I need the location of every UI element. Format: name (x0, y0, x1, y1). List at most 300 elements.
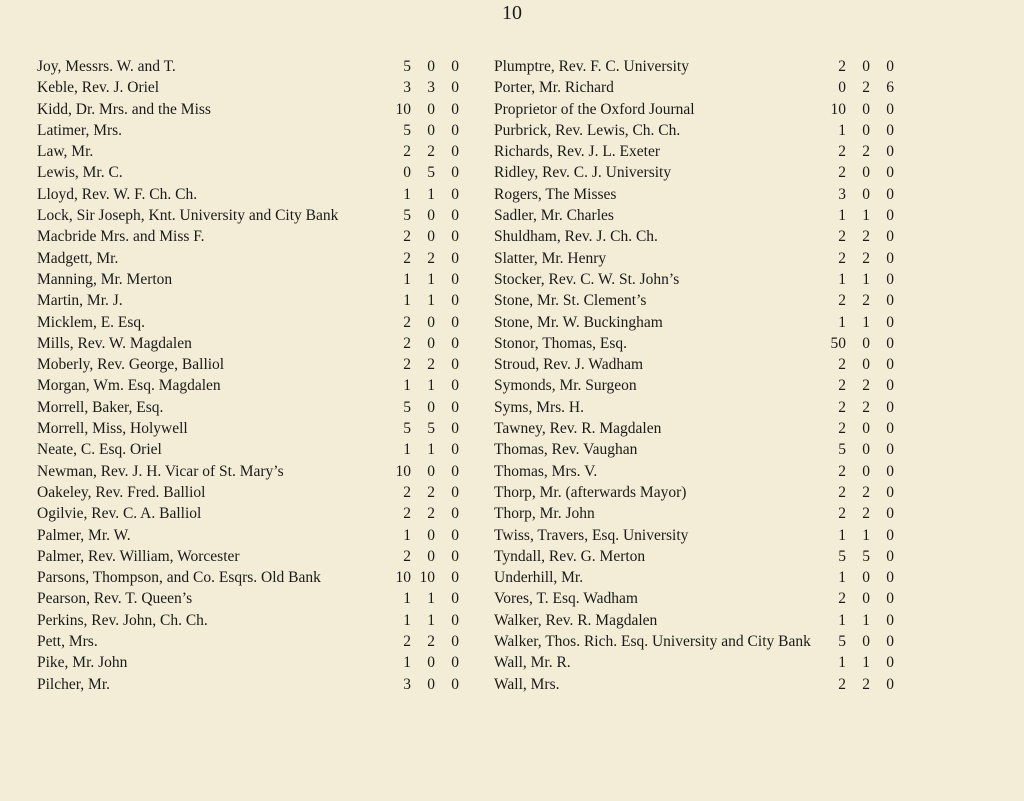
amount-pounds: 1 (403, 377, 411, 395)
subscriber-row (494, 439, 1018, 460)
subscriber-row (37, 546, 459, 567)
subscriber-name: Stocker, Rev. C. W. St. John’s (494, 270, 680, 288)
subscriber-name: Pearson, Rev. T. Queen’s (37, 590, 193, 608)
subscriber-row (494, 461, 1018, 482)
amount-pence: 0 (451, 356, 459, 374)
amount-pence: 0 (451, 633, 459, 651)
amount-pounds: 1 (403, 185, 411, 203)
amount-pence: 0 (451, 590, 459, 608)
amount-pence: 0 (886, 356, 894, 374)
subscriber-name: Law, Mr. (37, 143, 94, 161)
amount-pence: 0 (451, 398, 459, 416)
amount-pence: 0 (886, 121, 894, 139)
amount-pence: 0 (451, 526, 459, 544)
amount-shillings: 2 (427, 143, 435, 161)
subscriber-row (494, 205, 1018, 226)
subscriber-row (37, 77, 459, 98)
subscriber-name: Stroud, Rev. J. Wadham (494, 356, 644, 374)
amount-shillings: 2 (862, 505, 870, 523)
subscriber-row (37, 482, 459, 503)
amount-shillings: 0 (862, 590, 870, 608)
subscriber-row (494, 375, 1018, 396)
subscriber-name: Twiss, Travers, Esq. University (494, 526, 689, 544)
subscriber-name: Thomas, Mrs. V. (494, 462, 598, 480)
amount-pence: 0 (886, 569, 894, 587)
subscriber-name: Slatter, Mr. Henry (494, 249, 607, 267)
subscriber-row (37, 397, 459, 418)
amount-pounds: 3 (403, 675, 411, 693)
amount-shillings: 0 (427, 121, 435, 139)
amount-shillings: 1 (862, 270, 870, 288)
subscriber-row (494, 77, 1018, 98)
amount-pence: 0 (886, 654, 894, 672)
subscriber-row (494, 248, 1018, 269)
amount-shillings: 5 (427, 420, 435, 438)
amount-pence: 0 (451, 121, 459, 139)
amount-shillings: 2 (427, 356, 435, 374)
subscriber-row (494, 610, 1018, 631)
amount-pounds: 1 (403, 526, 411, 544)
amount-pounds: 0 (403, 164, 411, 182)
amount-pounds: 2 (838, 377, 846, 395)
amount-pounds: 1 (403, 654, 411, 672)
amount-pounds: 2 (403, 483, 411, 501)
subscriber-name: Thomas, Rev. Vaughan (494, 441, 638, 459)
amount-pounds: 2 (403, 228, 411, 246)
amount-pence: 0 (886, 526, 894, 544)
amount-shillings: 2 (862, 675, 870, 693)
amount-shillings: 0 (427, 547, 435, 565)
subscriber-row (37, 418, 459, 439)
amount-pounds: 0 (838, 79, 846, 97)
subscriber-name: Mills, Rev. W. Magdalen (37, 334, 192, 352)
amount-pence: 0 (886, 58, 894, 75)
amount-pence: 0 (886, 143, 894, 161)
subscriber-name: Proprietor of the Oxford Journal (494, 100, 695, 118)
amount-pounds: 1 (838, 569, 846, 587)
subscriber-row (37, 674, 459, 695)
amount-pence: 0 (451, 270, 459, 288)
subscriber-name: Ridley, Rev. C. J. University (494, 164, 672, 182)
amount-pounds: 1 (403, 590, 411, 608)
amount-pounds: 2 (838, 356, 846, 374)
amount-pounds: 1 (838, 121, 846, 139)
subscriber-row (37, 184, 459, 205)
subscriber-name: Syms, Mrs. H. (494, 398, 585, 416)
amount-pence: 0 (451, 654, 459, 672)
amount-shillings: 0 (862, 164, 870, 182)
amount-shillings: 0 (427, 654, 435, 672)
subscriber-row (494, 99, 1018, 120)
amount-shillings: 0 (862, 100, 870, 118)
amount-pence: 0 (886, 505, 894, 523)
amount-pence: 0 (886, 164, 894, 182)
subscriber-name: Walker, Thos. Rich. Esq. University and City Bank (494, 633, 811, 651)
subscriber-name: Richards, Rev. J. L. Exeter (494, 143, 661, 161)
subscriber-row (494, 503, 1018, 524)
amount-pence: 0 (886, 462, 894, 480)
amount-pence: 0 (451, 313, 459, 331)
subscriber-row (494, 354, 1018, 375)
amount-pence: 0 (886, 334, 894, 352)
amount-pence: 0 (451, 377, 459, 395)
amount-pence: 0 (886, 398, 894, 416)
subscriber-row (37, 354, 459, 375)
amount-pounds: 1 (838, 654, 846, 672)
amount-pence: 0 (451, 58, 459, 75)
amount-shillings: 0 (427, 58, 435, 75)
subscriber-row (494, 567, 1018, 588)
amount-shillings: 10 (419, 569, 435, 587)
amount-pence: 0 (451, 185, 459, 203)
subscriber-name: Ogilvie, Rev. C. A. Balliol (37, 505, 202, 523)
subscriber-name: Symonds, Mr. Surgeon (494, 377, 637, 395)
amount-pounds: 2 (838, 505, 846, 523)
amount-pounds: 2 (838, 249, 846, 267)
amount-pence: 0 (886, 249, 894, 267)
subscriber-row (37, 141, 459, 162)
amount-pence: 0 (451, 334, 459, 352)
amount-shillings: 1 (862, 654, 870, 672)
subscriber-name: Morgan, Wm. Esq. Magdalen (37, 377, 221, 395)
subscriber-row (494, 226, 1018, 247)
amount-pounds: 2 (838, 398, 846, 416)
amount-shillings: 0 (427, 675, 435, 693)
subscriber-row (494, 397, 1018, 418)
subscriber-name: Pilcher, Mr. (37, 675, 110, 693)
subscriber-row (37, 333, 459, 354)
amount-pence: 0 (451, 569, 459, 587)
amount-shillings: 0 (862, 356, 870, 374)
amount-pounds: 5 (838, 547, 846, 565)
subscriber-name: Stone, Mr. St. Clement’s (494, 292, 647, 310)
amount-pounds: 5 (403, 58, 411, 75)
subscriber-list-right (494, 56, 1018, 695)
amount-shillings: 2 (862, 398, 870, 416)
amount-pounds: 2 (403, 505, 411, 523)
amount-pounds: 2 (403, 547, 411, 565)
subscriber-name: Parsons, Thompson, and Co. Esqrs. Old Bank (37, 569, 321, 587)
amount-shillings: 1 (427, 292, 435, 310)
amount-shillings: 0 (427, 334, 435, 352)
amount-pounds: 3 (838, 185, 846, 203)
amount-pounds: 2 (838, 58, 846, 75)
subscriber-name: Oakeley, Rev. Fred. Balliol (37, 483, 206, 501)
amount-pounds: 2 (838, 675, 846, 693)
subscriber-row (494, 120, 1018, 141)
subscriber-row (37, 375, 459, 396)
subscriber-name: Newman, Rev. J. H. Vicar of St. Mary’s (37, 462, 284, 480)
amount-pounds: 10 (830, 100, 846, 118)
amount-pence: 0 (886, 100, 894, 118)
amount-pence: 0 (451, 228, 459, 246)
amount-pounds: 2 (838, 143, 846, 161)
amount-pounds: 2 (403, 334, 411, 352)
amount-shillings: 1 (427, 590, 435, 608)
amount-pence: 0 (451, 292, 459, 310)
subscriber-name: Tawney, Rev. R. Magdalen (494, 420, 662, 438)
amount-pounds: 5 (838, 441, 846, 459)
amount-shillings: 0 (427, 100, 435, 118)
amount-shillings: 2 (862, 79, 870, 97)
amount-shillings: 2 (427, 505, 435, 523)
amount-pounds: 2 (838, 483, 846, 501)
amount-pounds: 1 (838, 611, 846, 629)
subscriber-name: Perkins, Rev. John, Ch. Ch. (37, 611, 208, 629)
amount-pence: 0 (886, 377, 894, 395)
amount-shillings: 0 (862, 569, 870, 587)
amount-pence: 0 (886, 292, 894, 310)
amount-shillings: 0 (427, 398, 435, 416)
amount-pence: 0 (886, 270, 894, 288)
amount-pounds: 5 (403, 121, 411, 139)
amount-shillings: 2 (427, 483, 435, 501)
subscriber-name: Lock, Sir Joseph, Knt. University and City Bank (37, 207, 339, 225)
subscriber-name: Vores, T. Esq. Wadham (494, 590, 638, 608)
amount-pounds: 5 (403, 420, 411, 438)
subscriber-name: Morrell, Miss, Holywell (37, 420, 188, 438)
amount-pounds: 2 (403, 143, 411, 161)
subscriber-name: Neate, C. Esq. Oriel (37, 441, 162, 459)
amount-shillings: 0 (427, 228, 435, 246)
subscriber-name: Walker, Rev. R. Magdalen (494, 611, 658, 629)
amount-shillings: 3 (427, 79, 435, 97)
subscriber-name: Joy, Messrs. W. and T. (37, 58, 176, 75)
amount-pounds: 10 (395, 100, 411, 118)
subscriber-name: Sadler, Mr. Charles (494, 207, 614, 225)
subscriber-name: Morrell, Baker, Esq. (37, 398, 164, 416)
subscriber-row (37, 205, 459, 226)
amount-pounds: 2 (838, 590, 846, 608)
amount-shillings: 2 (862, 483, 870, 501)
amount-pence: 0 (886, 207, 894, 225)
amount-pence: 0 (886, 675, 894, 693)
amount-shillings: 2 (862, 292, 870, 310)
subscriber-row (37, 248, 459, 269)
subscriber-row (494, 652, 1018, 673)
amount-pounds: 50 (830, 334, 846, 352)
subscriber-name: Moberly, Rev. George, Balliol (37, 356, 225, 374)
amount-shillings: 2 (427, 249, 435, 267)
subscriber-row (494, 162, 1018, 183)
subscriber-row (37, 567, 459, 588)
amount-shillings: 5 (862, 547, 870, 565)
subscriber-row (37, 290, 459, 311)
amount-shillings: 1 (862, 207, 870, 225)
subscriber-name: Wall, Mrs. (494, 675, 560, 693)
subscriber-row (37, 99, 459, 120)
amount-pence: 0 (451, 441, 459, 459)
subscriber-row (37, 631, 459, 652)
amount-shillings: 1 (427, 377, 435, 395)
subscriber-name: Rogers, The Misses (494, 185, 617, 203)
amount-pence: 0 (451, 483, 459, 501)
amount-pounds: 2 (403, 313, 411, 331)
amount-pounds: 2 (403, 249, 411, 267)
subscriber-row (494, 269, 1018, 290)
subscriber-row (494, 631, 1018, 652)
amount-pounds: 10 (395, 569, 411, 587)
amount-pounds: 1 (403, 611, 411, 629)
amount-pence: 0 (886, 547, 894, 565)
amount-shillings: 5 (427, 164, 435, 182)
amount-shillings: 0 (862, 420, 870, 438)
subscriber-row (37, 588, 459, 609)
amount-pounds: 1 (838, 270, 846, 288)
subscriber-row (494, 546, 1018, 567)
amount-pence: 0 (451, 611, 459, 629)
subscriber-row (494, 482, 1018, 503)
subscriber-name: Keble, Rev. J. Oriel (37, 79, 160, 97)
amount-shillings: 0 (862, 462, 870, 480)
amount-pounds: 2 (838, 292, 846, 310)
amount-pence: 0 (886, 228, 894, 246)
amount-pounds: 1 (403, 292, 411, 310)
amount-shillings: 0 (427, 462, 435, 480)
subscriber-row (37, 610, 459, 631)
amount-pounds: 1 (403, 270, 411, 288)
amount-shillings: 1 (427, 270, 435, 288)
amount-pounds: 5 (403, 398, 411, 416)
amount-pence: 0 (451, 100, 459, 118)
amount-pence: 0 (886, 420, 894, 438)
amount-pounds: 2 (403, 633, 411, 651)
amount-pounds: 5 (403, 207, 411, 225)
subscriber-name: Palmer, Mr. W. (37, 526, 131, 544)
subscriber-name: Underhill, Mr. (494, 569, 584, 587)
amount-pence: 0 (451, 675, 459, 693)
amount-shillings: 0 (427, 526, 435, 544)
amount-pounds: 2 (838, 164, 846, 182)
amount-shillings: 1 (862, 313, 870, 331)
subscriber-row (37, 503, 459, 524)
subscriber-row (494, 333, 1018, 354)
subscriber-name: Thorp, Mr. John (494, 505, 595, 523)
amount-pence: 0 (451, 420, 459, 438)
amount-shillings: 2 (862, 377, 870, 395)
amount-shillings: 2 (862, 143, 870, 161)
subscriber-name: Kidd, Dr. Mrs. and the Miss (37, 100, 211, 118)
subscriber-row (37, 439, 459, 460)
subscriber-name: Micklem, E. Esq. (37, 313, 146, 331)
subscriber-row (494, 588, 1018, 609)
subscriber-name: Purbrick, Rev. Lewis, Ch. Ch. (494, 121, 681, 139)
amount-pounds: 1 (838, 526, 846, 544)
subscriber-row (494, 418, 1018, 439)
amount-pence: 6 (886, 79, 894, 97)
amount-pence: 0 (451, 207, 459, 225)
amount-pence: 0 (451, 143, 459, 161)
subscriber-name: Latimer, Mrs. (37, 121, 123, 139)
subscriber-row (37, 226, 459, 247)
subscriber-row (494, 56, 1018, 77)
subscriber-name: Pett, Mrs. (37, 633, 98, 651)
amount-pence: 0 (886, 633, 894, 651)
subscriber-name: Stone, Mr. W. Buckingham (494, 313, 663, 331)
amount-pounds: 1 (403, 441, 411, 459)
amount-shillings: 2 (862, 228, 870, 246)
amount-pounds: 3 (403, 79, 411, 97)
amount-pence: 0 (886, 185, 894, 203)
subscriber-row (37, 525, 459, 546)
amount-shillings: 0 (862, 441, 870, 459)
amount-pence: 0 (886, 590, 894, 608)
amount-shillings: 2 (427, 633, 435, 651)
amount-pence: 0 (886, 441, 894, 459)
amount-pounds: 2 (403, 356, 411, 374)
amount-shillings: 2 (862, 249, 870, 267)
amount-pence: 0 (886, 611, 894, 629)
amount-shillings: 0 (427, 313, 435, 331)
amount-pence: 0 (451, 547, 459, 565)
amount-pence: 0 (451, 505, 459, 523)
amount-pence: 0 (451, 249, 459, 267)
subscriber-name: Stonor, Thomas, Esq. (494, 334, 627, 352)
subscriber-name: Palmer, Rev. William, Worcester (37, 547, 240, 565)
amount-shillings: 0 (862, 185, 870, 203)
amount-pounds: 10 (395, 462, 411, 480)
subscriber-row (37, 120, 459, 141)
subscriber-row (37, 461, 459, 482)
subscriber-name: Porter, Mr. Richard (494, 79, 614, 97)
amount-shillings: 1 (427, 185, 435, 203)
amount-pounds: 2 (838, 462, 846, 480)
amount-shillings: 0 (862, 121, 870, 139)
amount-pence: 0 (451, 79, 459, 97)
amount-pounds: 1 (838, 207, 846, 225)
amount-pence: 0 (451, 462, 459, 480)
subscriber-name: Thorp, Mr. (afterwards Mayor) (494, 483, 687, 501)
subscriber-list-left (37, 56, 459, 695)
amount-shillings: 0 (862, 334, 870, 352)
amount-shillings: 1 (862, 526, 870, 544)
subscriber-name: Tyndall, Rev. G. Merton (494, 547, 646, 565)
subscriber-row (494, 184, 1018, 205)
amount-shillings: 0 (862, 633, 870, 651)
page-number: 10 (502, 2, 522, 24)
amount-pence: 0 (886, 313, 894, 331)
subscriber-name: Martin, Mr. J. (37, 292, 123, 310)
amount-pence: 0 (451, 164, 459, 182)
amount-shillings: 1 (427, 441, 435, 459)
subscriber-row (494, 312, 1018, 333)
subscriber-row (494, 290, 1018, 311)
subscriber-name: Lloyd, Rev. W. F. Ch. Ch. (37, 185, 198, 203)
subscriber-name: Plumptre, Rev. F. C. University (494, 58, 689, 75)
amount-shillings: 1 (427, 611, 435, 629)
amount-pounds: 5 (838, 633, 846, 651)
subscriber-name: Pike, Mr. John (37, 654, 128, 672)
subscriber-name: Shuldham, Rev. J. Ch. Ch. (494, 228, 658, 246)
amount-pence: 0 (886, 483, 894, 501)
subscriber-row (494, 525, 1018, 546)
subscriber-name: Wall, Mr. R. (494, 654, 571, 672)
amount-shillings: 0 (427, 207, 435, 225)
amount-shillings: 0 (862, 58, 870, 75)
subscriber-name: Manning, Mr. Merton (37, 270, 173, 288)
amount-shillings: 1 (862, 611, 870, 629)
subscriber-name: Madgett, Mr. (37, 249, 119, 267)
subscriber-row (494, 674, 1018, 695)
subscriber-row (494, 141, 1018, 162)
subscriber-row (37, 269, 459, 290)
subscriber-name: Macbride Mrs. and Miss F. (37, 228, 205, 246)
amount-pounds: 2 (838, 420, 846, 438)
subscriber-name: Lewis, Mr. C. (37, 164, 123, 182)
subscriber-row (37, 312, 459, 333)
subscriber-row (37, 56, 459, 77)
subscriber-row (37, 652, 459, 673)
